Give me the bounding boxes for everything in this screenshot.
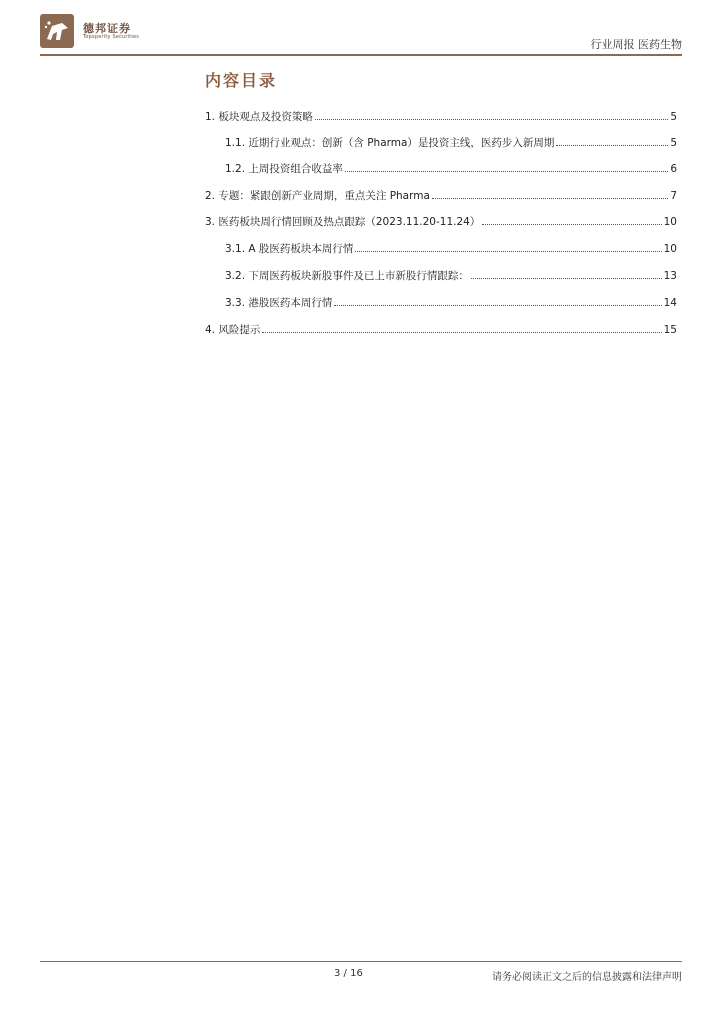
brand-subtitle: Topsperity Securities [83, 34, 140, 40]
footer-divider [40, 961, 682, 962]
toc-entry[interactable] [225, 161, 677, 175]
toc-leader-dots [262, 332, 661, 333]
toc-entry[interactable] [225, 135, 677, 149]
toc-entry-label: 3.1. A 股医药板块本周行情 [225, 243, 354, 255]
toc-leader-dots [482, 224, 661, 225]
toc-entry-label: 1.1. 近期行业观点：创新（含 Pharma）是投资主线，医药步入新周期 [225, 137, 555, 149]
toc-entry-page: 10 [663, 216, 677, 228]
toc-entry-page: 7 [670, 190, 677, 202]
toc-entry-label: 1. 板块观点及投资策略 [205, 111, 313, 123]
toc-entry-label: 3.2. 下周医药板块新股事件及已上市新股行情跟踪： [225, 270, 469, 282]
toc-leader-dots [471, 278, 662, 279]
page-number: 3 / 16 [334, 968, 363, 979]
toc-leader-dots [334, 305, 661, 306]
toc-entry-label: 3.3. 港股医药本周行情 [225, 297, 333, 309]
toc-entry[interactable] [205, 188, 677, 202]
toc-leader-dots [556, 145, 668, 146]
toc-entry[interactable] [225, 295, 677, 309]
toc-entry-page: 15 [663, 324, 677, 336]
toc-entry[interactable] [225, 268, 677, 282]
toc-leader-dots [432, 198, 668, 199]
toc-entry-page: 5 [670, 111, 677, 123]
header-divider [40, 54, 682, 56]
legal-disclaimer: 请务必阅读正文之后的信息披露和法律声明 [492, 972, 682, 983]
toc-entry-page: 13 [663, 270, 677, 282]
brand-logo-icon [40, 14, 74, 48]
toc-entry-page: 14 [663, 297, 677, 309]
page-header [0, 0, 724, 60]
toc-entry[interactable] [225, 241, 677, 255]
toc-entry[interactable] [205, 322, 677, 336]
report-type: 行业周报 医药生物 [590, 38, 682, 51]
toc-leader-dots [355, 251, 661, 252]
toc-entry-label: 2. 专题：紧跟创新产业周期，重点关注 Pharma [205, 190, 430, 202]
toc-entry[interactable] [205, 214, 677, 228]
toc-entry-label: 1.2. 上周投资组合收益率 [225, 163, 343, 175]
toc-leader-dots [345, 171, 668, 172]
toc-leader-dots [315, 119, 668, 120]
toc-entry-page: 6 [670, 163, 677, 175]
toc-entry-label: 4. 风险提示 [205, 324, 261, 336]
toc-entry[interactable] [205, 109, 677, 123]
brand-name: 德邦证券 [83, 22, 131, 35]
toc-entry-page: 10 [663, 243, 677, 255]
toc-entry-page: 5 [670, 137, 677, 149]
toc-entry-label: 3. 医药板块周行情回顾及热点跟踪（2023.11.20-11.24） [205, 216, 481, 228]
toc-title: 内容目录 [205, 71, 278, 90]
